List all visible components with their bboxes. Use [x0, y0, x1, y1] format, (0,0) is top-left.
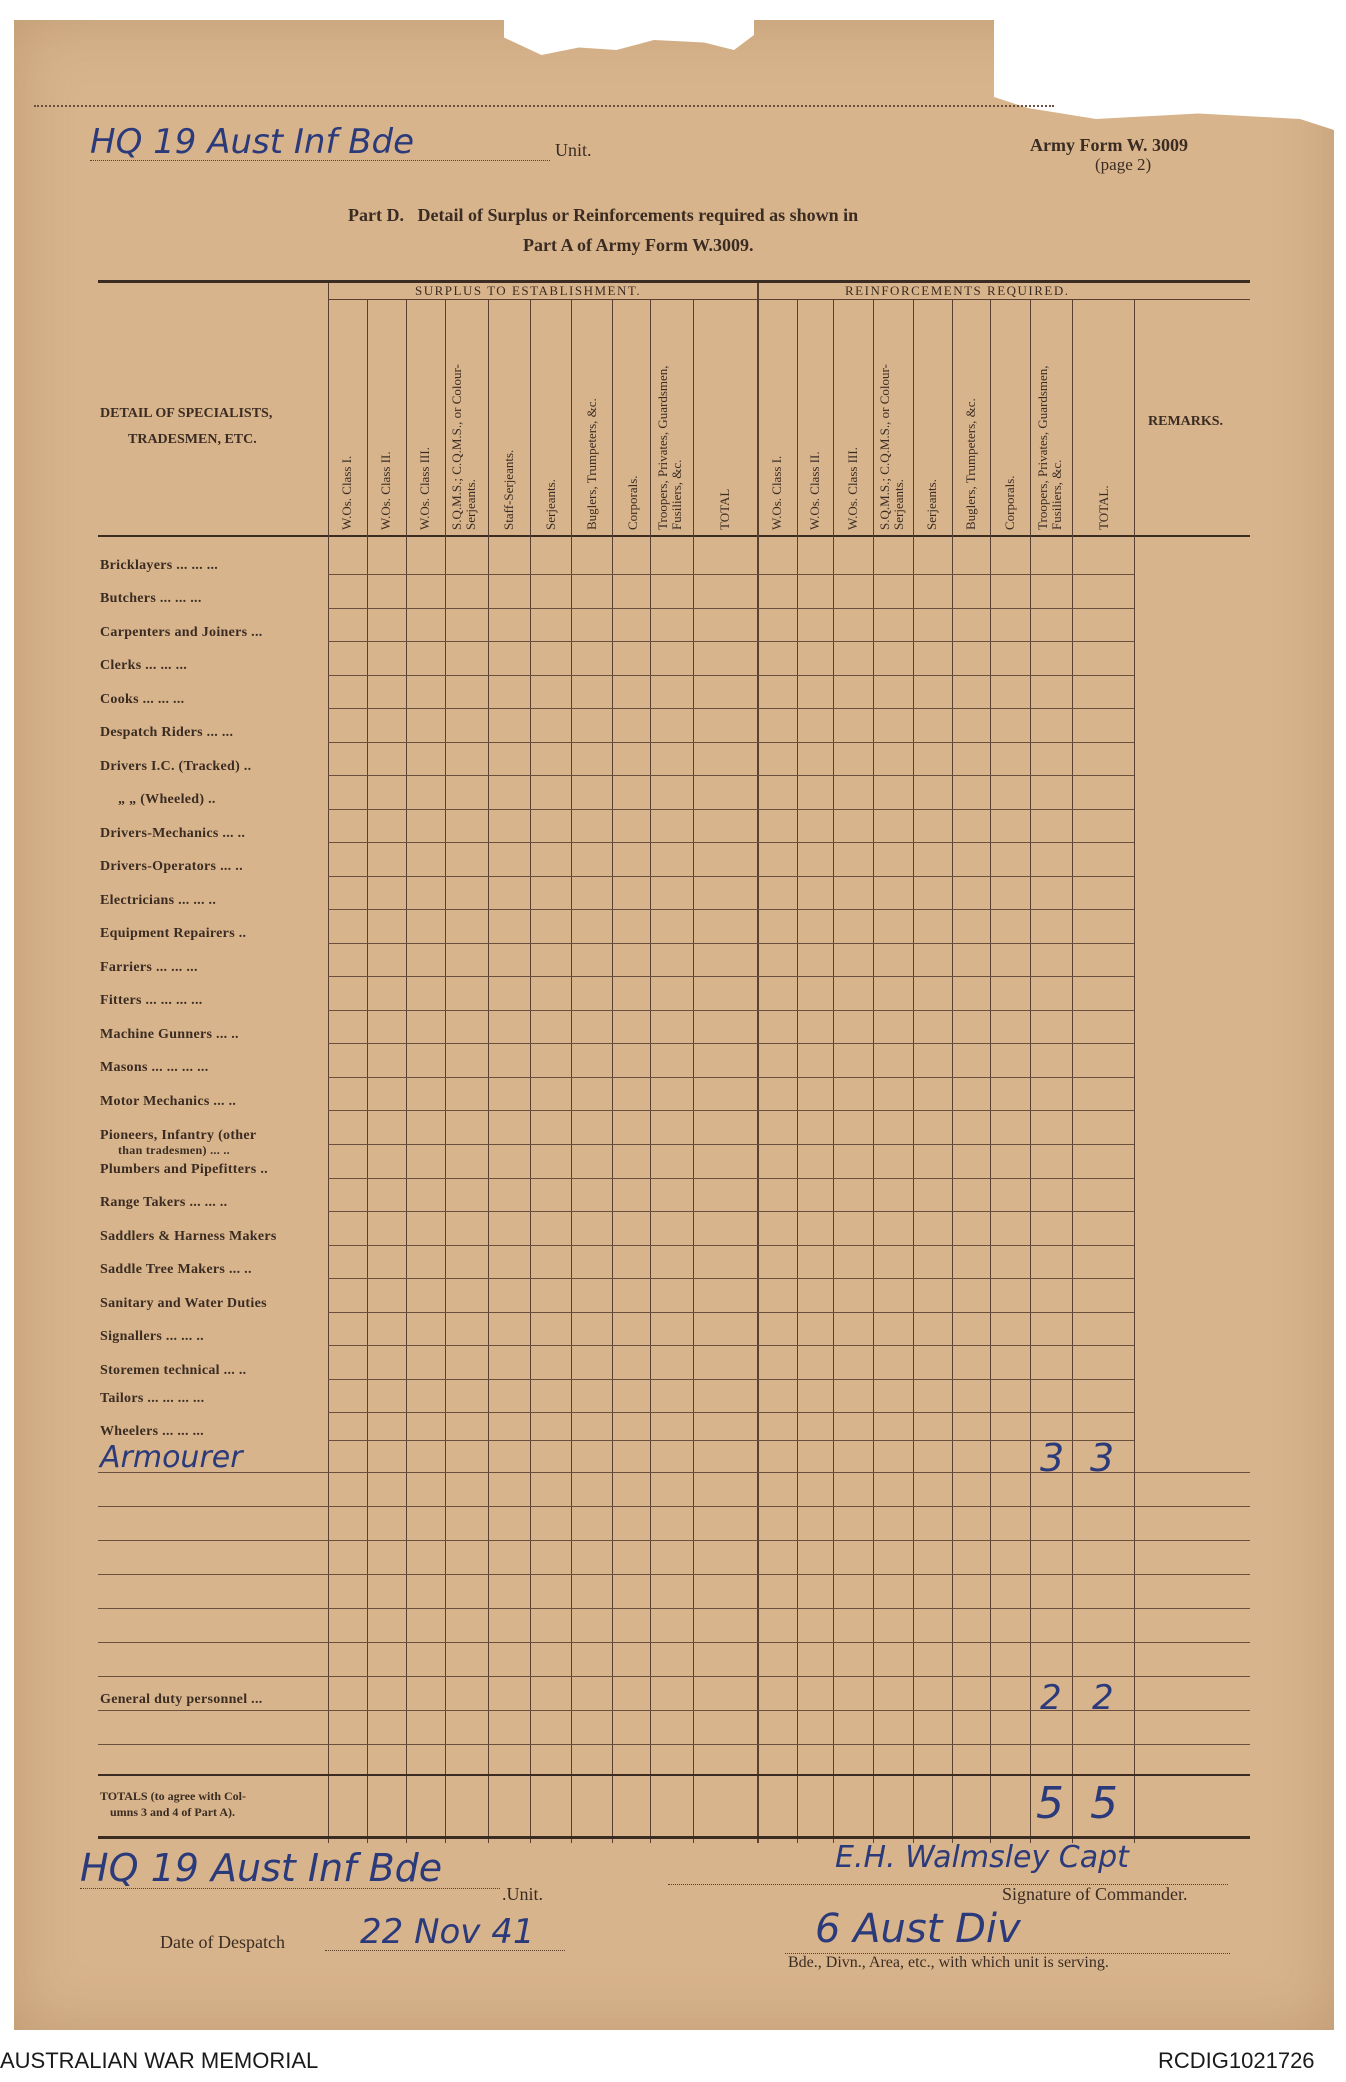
row-label: Plumbers and Pipefitters ..: [100, 1162, 268, 1177]
row-rule: [328, 1144, 1134, 1145]
row-rule: [98, 1608, 1250, 1609]
row-rule: [98, 1540, 1250, 1541]
col-reinf-buglers: Buglers, Trumpeters, &c.: [963, 398, 978, 530]
col-reinf-wo3: W.Os. Class III.: [845, 447, 860, 530]
row-rule: [98, 1574, 1250, 1575]
row-label: Fitters ... ... ... ...: [100, 993, 203, 1008]
col-surplus-sqms: S.Q.M.S.; C.Q.M.S., or Colour-Serjeants.: [449, 364, 478, 530]
row-label: Butchers ... ... ...: [100, 591, 202, 606]
row-label: Pioneers, Infantry (other: [100, 1128, 257, 1143]
row-label: „ „ (Wheeled) ..: [118, 792, 216, 807]
row-rule: [328, 1010, 1134, 1011]
col-surplus-corporals: Corporals.: [625, 475, 640, 530]
col-surplus-total: TOTAL: [717, 488, 732, 530]
row-rule: [328, 641, 1134, 642]
row-rule: [328, 1211, 1134, 1212]
column-divider: [406, 300, 407, 1843]
row-rule: [328, 1312, 1134, 1313]
row-rule: [328, 842, 1134, 843]
column-divider: [488, 300, 489, 1843]
column-divider: [530, 300, 531, 1843]
row-label: Electricians ... ... ..: [100, 893, 217, 908]
unit-handwritten: HQ 19 Aust Inf Bde: [90, 122, 415, 162]
unit-dotted-line: [90, 160, 550, 161]
column-divider: [571, 300, 572, 1843]
remarks-divider: [1134, 300, 1135, 1843]
row-rule: [328, 1077, 1134, 1078]
row-rule: [328, 1345, 1134, 1346]
column-divider: [990, 300, 991, 1843]
col-surplus-buglers: Buglers, Trumpeters, &c.: [584, 398, 599, 530]
gdp-total-value: 2: [1092, 1678, 1114, 1718]
row-label: Machine Gunners ... ..: [100, 1027, 239, 1042]
row-label: Farriers ... ... ...: [100, 960, 198, 975]
reinforcement-group-header: REINFORCEMENTS REQUIRED.: [845, 283, 1070, 298]
column-divider: [445, 300, 446, 1843]
row-rule: [328, 1278, 1134, 1279]
row-rule: [328, 675, 1134, 676]
armourer-handwritten: Armourer: [100, 1440, 243, 1475]
signature-label: Signature of Commander.: [1002, 1884, 1188, 1904]
row-rule: [328, 1379, 1134, 1380]
header-bottom-rule: [98, 535, 1250, 537]
row-rule: [328, 1178, 1134, 1179]
col-surplus-serjeants: Serjeants.: [543, 479, 558, 530]
row-rule: [328, 742, 1134, 743]
credit-left: AUSTRALIAN WAR MEMORIAL: [0, 2048, 319, 2073]
row-rule: [328, 943, 1134, 944]
row-rule: [328, 708, 1134, 709]
footer-unit-handwritten: HQ 19 Aust Inf Bde: [80, 1846, 443, 1890]
gdp-label: General duty personnel ...: [100, 1692, 263, 1707]
row-rule: [328, 1043, 1134, 1044]
row-rule: [328, 1440, 1134, 1441]
col-surplus-wo2: W.Os. Class II.: [378, 451, 393, 530]
row-rule: [328, 1412, 1134, 1413]
row-rule: [328, 574, 1134, 575]
column-divider: [367, 300, 368, 1843]
perforation-line: [34, 105, 1054, 107]
totals-total-value: 5: [1090, 1778, 1118, 1829]
row-rule: [98, 1642, 1250, 1643]
row-rule: [328, 1245, 1134, 1246]
form-name: Army Form W. 3009: [1030, 135, 1188, 155]
row-label: Signallers ... ... ..: [100, 1329, 204, 1344]
serving-label: Bde., Divn., Area, etc., with which unit is serving.: [788, 1954, 1109, 1971]
detail-header-line1: DETAIL OF SPECIALISTS,: [100, 406, 273, 421]
totals-label-line2: umns 3 and 4 of Part A).: [110, 1805, 236, 1819]
row-label: Saddlers & Harness Makers: [100, 1229, 277, 1244]
row-label: Sanitary and Water Duties: [100, 1296, 267, 1311]
row-label: Masons ... ... ... ...: [100, 1060, 209, 1075]
row-label: Clerks ... ... ...: [100, 658, 188, 673]
column-divider: [328, 283, 329, 1843]
totals-bottom-rule: [98, 1836, 1250, 1839]
footer-unit-line: [80, 1888, 500, 1889]
row-rule: [98, 1744, 1250, 1745]
column-divider: [833, 300, 834, 1843]
signature-handwritten: E.H. Walmsley Capt: [835, 1840, 1129, 1875]
group-header-rule: [328, 299, 1250, 300]
form-title-line1: Part D. Detail of Surplus or Reinforcements required as shown in: [348, 205, 859, 225]
column-divider: [693, 300, 694, 1843]
column-divider: [1072, 300, 1073, 1843]
torn-edge: [504, 20, 754, 70]
despatch-date-handwritten: 22 Nov 41: [360, 1912, 535, 1952]
row-rule: [98, 1472, 1250, 1473]
row-label: Carpenters and Joiners ...: [100, 625, 263, 640]
column-divider: [612, 300, 613, 1843]
row-rule: [328, 976, 1134, 977]
col-reinf-corporals: Corporals.: [1002, 475, 1017, 530]
row-label: Saddle Tree Makers ... ..: [100, 1262, 252, 1277]
row-rule: [98, 1506, 1250, 1507]
row-rule: [328, 1110, 1134, 1111]
table-top-rule: [98, 280, 1250, 283]
serving-handwritten: 6 Aust Div: [815, 1906, 1021, 1952]
col-reinf-total: TOTAL.: [1096, 485, 1111, 530]
row-rule: [98, 1676, 1250, 1677]
row-label: Bricklayers ... ... ...: [100, 558, 219, 573]
col-surplus-staff-serjeants: Staff-Serjeants.: [501, 449, 516, 530]
row-rule: [98, 1710, 1250, 1711]
column-divider: [952, 300, 953, 1843]
row-rule: [328, 809, 1134, 810]
row-rule: [328, 775, 1134, 776]
despatch-label: Date of Despatch: [160, 1932, 285, 1952]
row-label: Storemen technical ... ..: [100, 1363, 247, 1378]
gdp-troopers-value: 2: [1040, 1678, 1062, 1718]
row-label: Despatch Riders ... ...: [100, 725, 234, 740]
form-page: (page 2): [1095, 155, 1152, 174]
row-label: Drivers I.C. (Tracked) ..: [100, 759, 252, 774]
column-divider: [650, 300, 651, 1843]
armourer-troopers-value: 3: [1040, 1436, 1065, 1480]
row-rule: [328, 608, 1134, 609]
col-reinf-wo1: W.Os. Class I.: [769, 455, 784, 530]
column-divider: [913, 300, 914, 1843]
row-label: Drivers-Operators ... ..: [100, 859, 243, 874]
totals-troopers-value: 5: [1036, 1778, 1064, 1829]
row-label: Cooks ... ... ...: [100, 692, 185, 707]
col-reinf-serjeants: Serjeants.: [924, 479, 939, 530]
col-surplus-wo1: W.Os. Class I.: [339, 455, 354, 530]
row-label: Wheelers ... ... ...: [100, 1424, 204, 1439]
row-label: Motor Mechanics ... ..: [100, 1094, 237, 1109]
torn-edge: [994, 20, 1334, 130]
armourer-total-value: 3: [1090, 1436, 1115, 1480]
row-rule: [328, 909, 1134, 910]
col-reinf-troopers: Troopers, Privates, Guardsmen, Fusiliers, &c.: [1035, 365, 1064, 530]
row-label: Drivers-Mechanics ... ..: [100, 826, 246, 841]
footer-unit-label: .Unit.: [502, 1884, 544, 1904]
group-divider: [757, 283, 759, 1843]
row-label: Equipment Repairers ..: [100, 926, 247, 941]
col-surplus-troopers: Troopers, Privates, Guardsmen, Fusiliers, &c.: [655, 365, 684, 530]
totals-top-rule: [98, 1774, 1250, 1776]
row-label: Range Takers ... ... ..: [100, 1195, 228, 1210]
column-divider: [797, 300, 798, 1843]
row-rule: [328, 876, 1134, 877]
detail-header-line2: TRADESMEN, ETC.: [128, 432, 257, 447]
col-reinf-wo2: W.Os. Class II.: [807, 451, 822, 530]
surplus-group-header: SURPLUS TO ESTABLISHMENT.: [415, 283, 642, 298]
credit-right: RCDIG1021726: [1158, 2048, 1315, 2073]
column-divider: [873, 300, 874, 1843]
col-reinf-sqms: S.Q.M.S.; C.Q.M.S., or Colour-Serjeants.: [877, 364, 906, 530]
col-surplus-wo3: W.Os. Class III.: [417, 447, 432, 530]
unit-label: Unit.: [555, 140, 592, 160]
row-label: Tailors ... ... ... ...: [100, 1391, 205, 1406]
remarks-header: REMARKS.: [1148, 414, 1224, 429]
column-divider: [1030, 300, 1031, 1843]
totals-label-line1: TOTALS (to agree with Col-: [100, 1789, 246, 1803]
form-title-line2: Part A of Army Form W.3009.: [523, 235, 754, 255]
row-label-sub: than tradesmen) ... ..: [118, 1143, 230, 1157]
